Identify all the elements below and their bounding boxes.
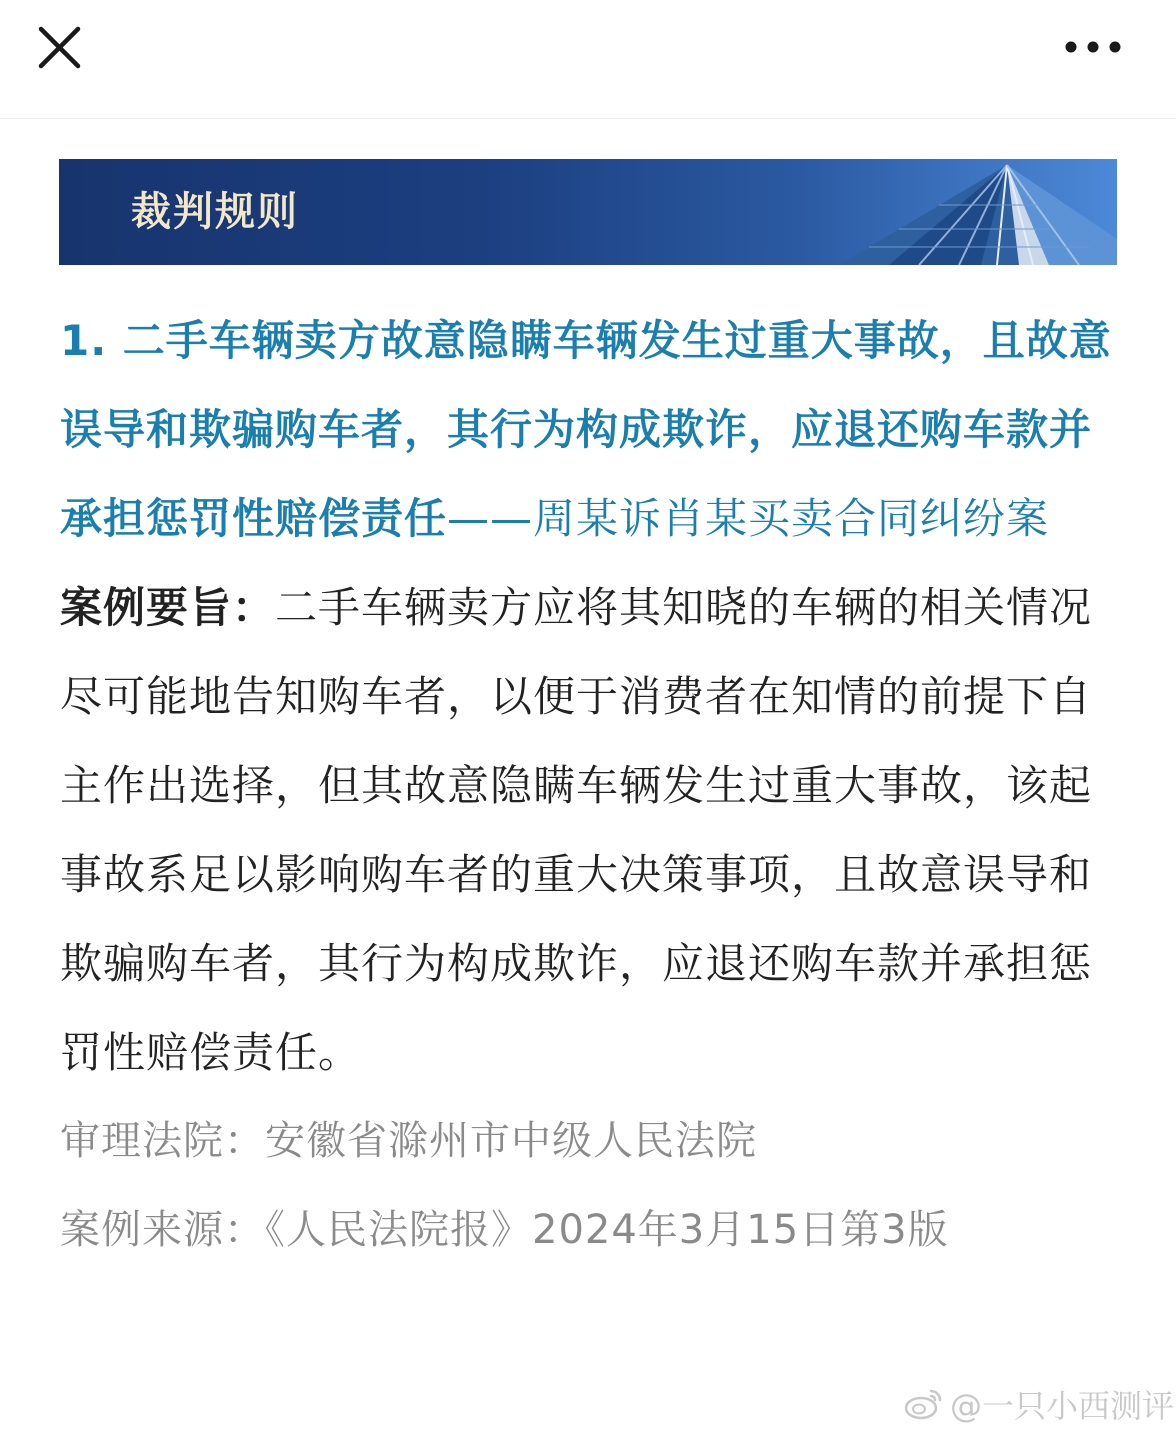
rule-heading-title: 1. 二手车辆卖方故意隐瞒车辆发生过重大事故，且故意误导和欺骗购车者，其行为构成欺诈，应退还购车款并承担惩罚性赔偿责任 (60, 316, 1112, 543)
case-summary-text: 二手车辆卖方应将其知晓的车辆的相关情况尽可能地告知购车者，以便于消费者在知情的前提下自主作出选择，但其故意隐瞒车辆发生过重大事故，该起事故系足以影响购车者的重大决策事项，且故意误导和欺骗购车者，其行为构成欺诈，应退还购车款并承担惩罚性赔偿责任。 (60, 583, 1093, 1077)
watermark (904, 1384, 1174, 1424)
more-icon (1058, 26, 1128, 68)
building-graphic (749, 159, 1117, 265)
section-banner (59, 159, 1117, 265)
watermark-text: @一只小西测评 (950, 1387, 1175, 1425)
case-summary (60, 563, 1118, 1097)
close-icon (30, 22, 88, 74)
trial-court: 审理法院：安徽省滁州市中级人民法院 (60, 1118, 757, 1164)
rule-heading-case: ——周某诉肖某买卖合同纠纷案 (447, 494, 1050, 543)
weibo-icon (904, 1387, 944, 1421)
rule-heading (60, 296, 1118, 563)
article-content (60, 296, 1118, 1275)
case-source: 案例来源：《人民法院报》2024年3月15日第3版 (60, 1207, 949, 1253)
close-button[interactable] (30, 22, 88, 74)
more-button[interactable] (1058, 26, 1128, 68)
banner-title: 裁判规则 (131, 189, 299, 235)
top-bar (0, 0, 1176, 119)
case-summary-label: 案例要旨： (60, 583, 276, 632)
